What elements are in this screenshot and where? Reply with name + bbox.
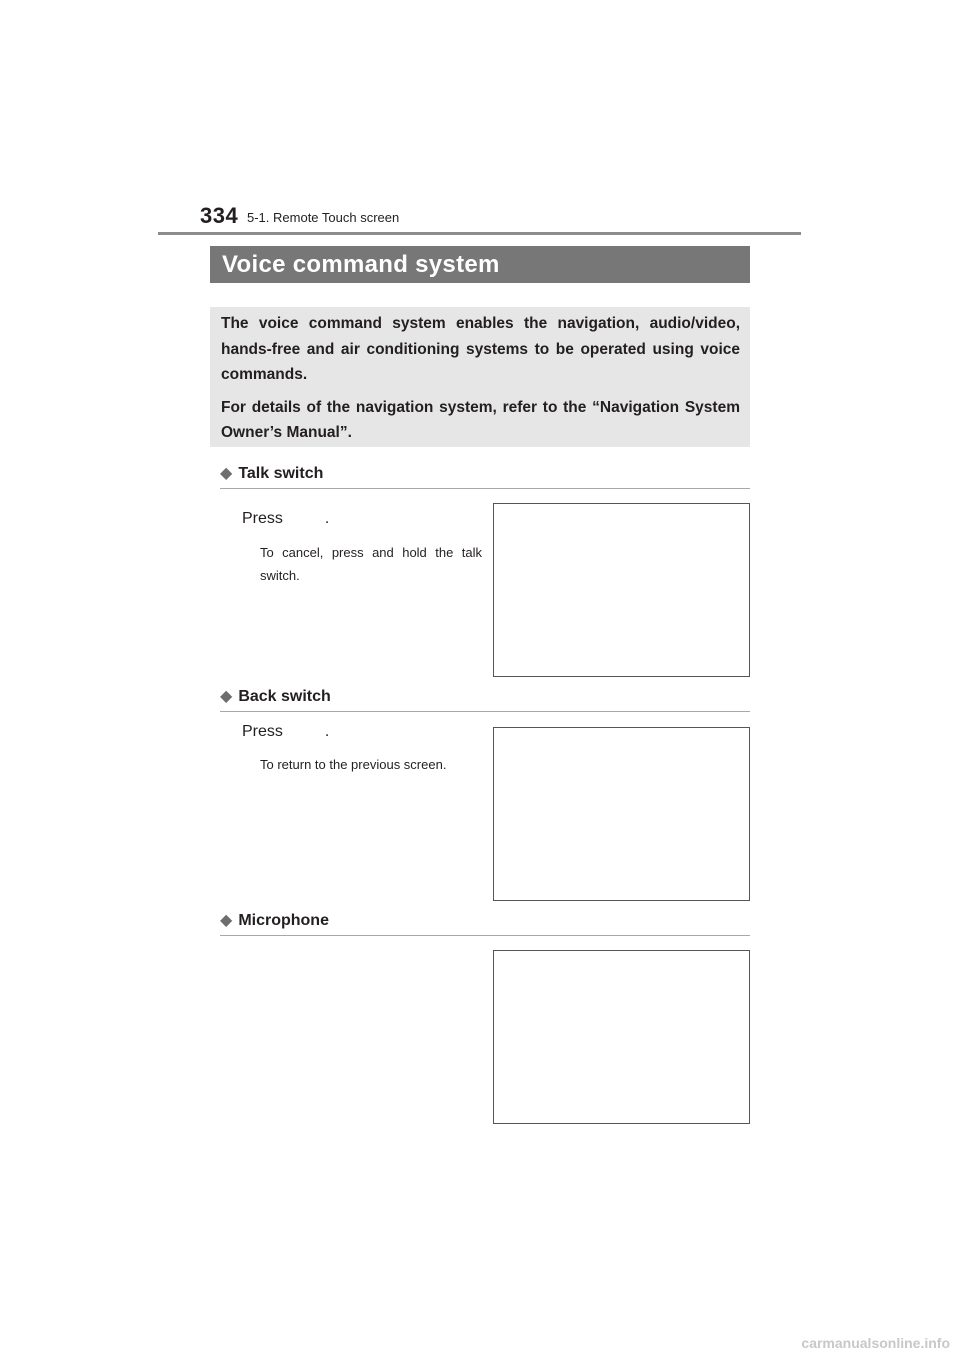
instruction-press-label: Press <box>242 510 283 527</box>
diamond-bullet-icon: ◆ <box>220 912 233 929</box>
back-switch-instruction <box>242 723 329 741</box>
back-switch-heading <box>220 686 750 712</box>
page-number: 334 <box>200 203 239 228</box>
talk-switch-instruction <box>242 510 329 528</box>
instruction-period: . <box>324 723 330 740</box>
diamond-bullet-icon: ◆ <box>220 465 233 482</box>
intro-box <box>210 307 750 447</box>
header-divider <box>158 232 801 235</box>
talk-switch-illustration <box>493 503 750 677</box>
talk-switch-note: To cancel, press and hold the talk switch. <box>260 545 482 583</box>
back-switch-heading-label: Back switch <box>238 688 331 705</box>
microphone-heading-label: Microphone <box>238 912 329 929</box>
watermark: carmanualsonline.info <box>801 1335 950 1351</box>
section-label: 5-1. Remote Touch screen <box>247 210 400 225</box>
instruction-period: . <box>324 510 330 527</box>
intro-paragraph-1: The voice command system enables the navigation, audio/video, hands-free and air conditioning systems to be operated using voice commands. <box>221 315 740 383</box>
talk-switch-heading <box>220 463 750 489</box>
talk-switch-heading-label: Talk switch <box>238 465 324 482</box>
intro-paragraph-2: For details of the navigation system, refer to the “Navigation System Owner’s Manual”. <box>221 398 740 441</box>
diamond-bullet-icon: ◆ <box>220 688 233 705</box>
microphone-illustration <box>493 950 750 1124</box>
back-switch-note: To return to the previous screen. <box>260 757 447 772</box>
instruction-press-label: Press <box>242 723 283 740</box>
page-title: Voice command system <box>210 246 750 283</box>
back-switch-illustration <box>493 727 750 901</box>
microphone-heading <box>220 910 750 936</box>
